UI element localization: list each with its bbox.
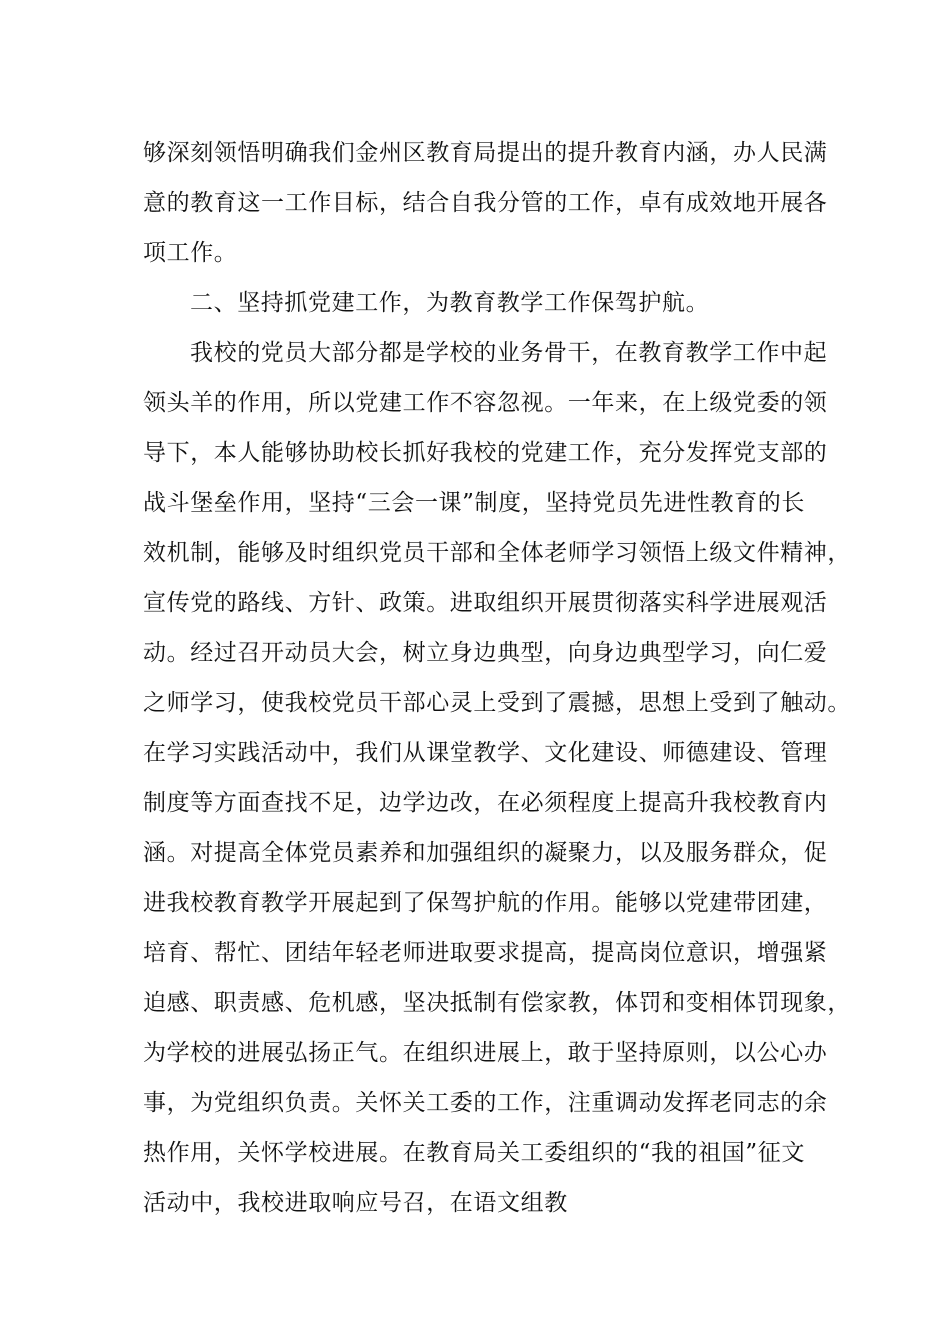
text-line: 意的教育这一工作目标，结合自我分管的工作，卓有成效地开展各 (143, 190, 828, 216)
text-line: 之师学习，使我校党员干部心灵上受到了震撼，思想上受到了触动。 (143, 690, 851, 716)
text-line: 导下，本人能够协助校长抓好我校的党建工作，充分发挥党支部的 (143, 440, 828, 466)
text-line: 宣传党的路线、方针、政策。进取组织开展贯彻落实科学进展观活 (143, 590, 828, 616)
text-line: 进我校教育教学开展起到了保驾护航的作用。能够以党建带团建， (143, 890, 828, 916)
text-line: 热作用，关怀学校进展。在教育局关工委组织的“我的祖国”征文 (143, 1140, 805, 1166)
text-line: 为学校的进展弘扬正气。在组织进展上，敢于坚持原则，以公心办 (143, 1040, 828, 1066)
text-line: 事，为党组织负责。关怀关工委的工作，注重调动发挥老同志的余 (143, 1090, 828, 1116)
text-line: 涵。对提高全体党员素养和加强组织的凝聚力，以及服务群众，促 (143, 840, 828, 866)
text-line: 活动中，我校进取响应号召，在语文组教 (143, 1190, 568, 1216)
text-line: 领头羊的作用，所以党建工作不容忽视。一年来，在上级党委的领 (143, 390, 828, 416)
text-line: 项工作。 (143, 240, 238, 266)
section-heading: 二、坚持抓党建工作，为教育教学工作保驾护航。 (190, 290, 710, 316)
text-line: 战斗堡垒作用，坚持“三会一课”制度，坚持党员先进性教育的长 (143, 490, 805, 516)
text-line: 迫感、职责感、危机感，坚决抵制有偿家教，体罚和变相体罚现象， (143, 990, 851, 1016)
text-line: 在学习实践活动中，我们从课堂教学、文化建设、师德建设、管理 (143, 740, 828, 766)
text-line: 够深刻领悟明确我们金州区教育局提出的提升教育内涵，办人民满 (143, 140, 828, 166)
text-line: 效机制，能够及时组织党员干部和全体老师学习领悟上级文件精神， (143, 540, 851, 566)
text-line: 我校的党员大部分都是学校的业务骨干，在教育教学工作中起 (190, 340, 828, 366)
text-line: 培育、帮忙、团结年轻老师进取要求提高，提高岗位意识，增强紧 (143, 940, 828, 966)
text-line: 制度等方面查找不足，边学边改，在必须程度上提高升我校教育内 (143, 790, 828, 816)
text-line: 动。经过召开动员大会，树立身边典型，向身边典型学习，向仁爱 (143, 640, 828, 666)
